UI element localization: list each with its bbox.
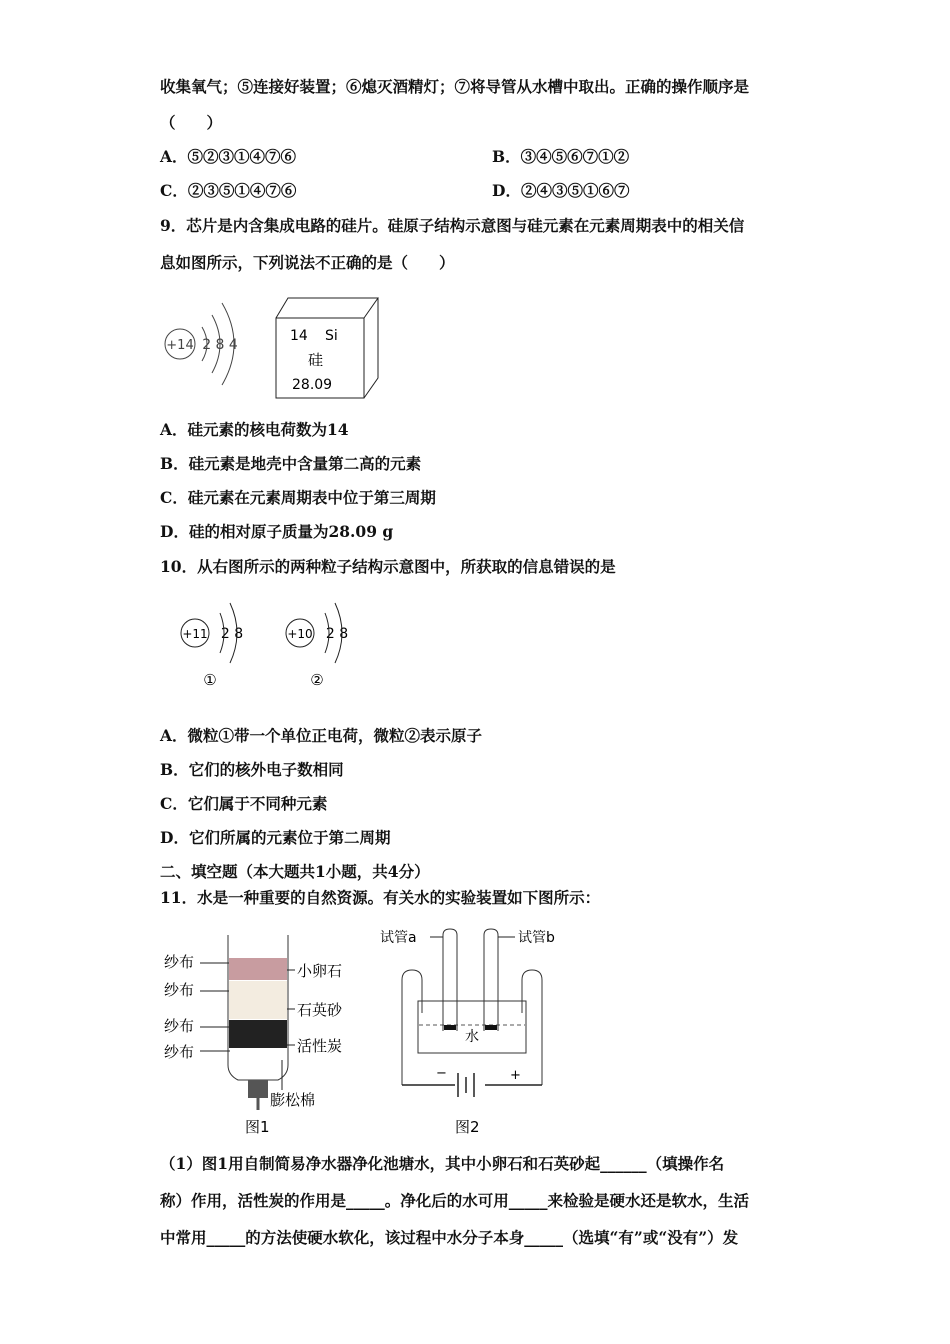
q10-stem: 10．从右图所示的两种粒子结构示意图中，所获取的信息错误的是	[160, 557, 616, 576]
svg-text:②: ②	[310, 671, 324, 689]
q8-answer-paren: （ ）	[160, 113, 223, 132]
q9-stem-line1: 9．芯片是内含集成电路的硅片。硅原子结构示意图与硅元素在元素周期表中的相关信	[160, 216, 745, 235]
svg-text:纱布: 纱布	[164, 1017, 195, 1035]
atomic-mass: 28.09	[292, 377, 333, 393]
q9-option-b: B．硅元素是地壳中含量第二高的元素	[160, 454, 422, 473]
element-symbol: Si	[325, 328, 338, 344]
svg-text:2 8: 2 8	[220, 626, 244, 642]
element-name: 硅	[308, 351, 324, 369]
q10-option-c: C．它们属于不同种元素	[160, 794, 328, 813]
water-figures	[160, 925, 580, 1140]
svg-text:2 8: 2 8	[325, 626, 349, 642]
svg-text:石英砂: 石英砂	[297, 1001, 343, 1019]
svg-text:小卵石: 小卵石	[297, 962, 343, 980]
water-filter-figure-1	[164, 935, 343, 1136]
q8-option-b: B．③④⑤⑥⑦①②	[492, 147, 630, 166]
svg-text:①: ①	[203, 671, 217, 689]
svg-text:图1: 图1	[245, 1118, 270, 1136]
svg-text:膨松棉: 膨松棉	[270, 1091, 316, 1109]
nucleus-label: +14	[166, 338, 194, 353]
q8-continuation: 收集氧气；⑤连接好装置；⑥熄灭酒精灯；⑦将导管从水槽中取出。正确的操作顺序是	[160, 77, 750, 96]
particle-diagrams	[170, 595, 370, 695]
svg-text:纱布: 纱布	[164, 981, 195, 999]
silicon-atom-diagram	[165, 303, 238, 385]
svg-text:纱布: 纱布	[164, 1043, 195, 1061]
particle-1-diagram	[181, 603, 243, 689]
q8-option-a: A．⑤②③①④⑦⑥	[160, 147, 297, 166]
svg-text:水: 水	[465, 1029, 479, 1045]
q11-part1-line3: 中常用_____的方法使硬水软化，该过程中水分子本身_____（选填“有”或“没有”）发	[160, 1228, 739, 1247]
svg-text:+: +	[510, 1068, 521, 1083]
q10-option-b: B．它们的核外电子数相同	[160, 760, 344, 779]
q11-part1-line1: （1）图1用自制简易净水器净化池塘水，其中小卵石和石英砂起______（填操作名	[160, 1154, 725, 1173]
svg-text:+10: +10	[287, 627, 313, 641]
electrolysis-figure-2	[380, 929, 555, 1136]
svg-text:纱布: 纱布	[164, 953, 195, 971]
q10-option-d: D．它们所属的元素位于第二周期	[160, 828, 391, 847]
q8-option-c: C．②③⑤①④⑦⑥	[160, 181, 297, 200]
q9-option-a: A．硅元素的核电荷数为14	[160, 420, 349, 439]
q10-option-a: A．微粒①带一个单位正电荷，微粒②表示原子	[160, 726, 483, 745]
periodic-table-cell	[276, 298, 378, 398]
q11-stem: 11．水是一种重要的自然资源。有关水的实验装置如下图所示：	[160, 888, 601, 907]
svg-text:图2: 图2	[455, 1118, 480, 1136]
svg-text:试管a: 试管a	[380, 930, 417, 946]
q9-option-c: C．硅元素在元素周期表中位于第三周期	[160, 488, 436, 507]
q9-stem-line2: 息如图所示，下列说法不正确的是（ ）	[160, 253, 455, 272]
particle-2-diagram	[286, 603, 348, 689]
q11-part1-line2: 称）作用，活性炭的作用是_____。净化后的水可用_____来检验是硬水还是软水，生活	[160, 1191, 750, 1210]
svg-text:试管b: 试管b	[518, 930, 555, 946]
section-heading: 二、填空题（本大题共1小题，共4分）	[160, 862, 430, 881]
atomic-number: 14	[290, 328, 308, 344]
shell-electrons: 2 8 4	[202, 337, 238, 353]
q8-option-d: D．②④③⑤①⑥⑦	[492, 181, 630, 200]
svg-text:+11: +11	[182, 627, 208, 641]
svg-text:活性炭: 活性炭	[297, 1037, 343, 1055]
q9-option-d: D．硅的相对原子质量为28.09 g	[160, 522, 394, 541]
silicon-figure	[160, 285, 390, 405]
svg-text:−: −	[436, 1066, 447, 1081]
